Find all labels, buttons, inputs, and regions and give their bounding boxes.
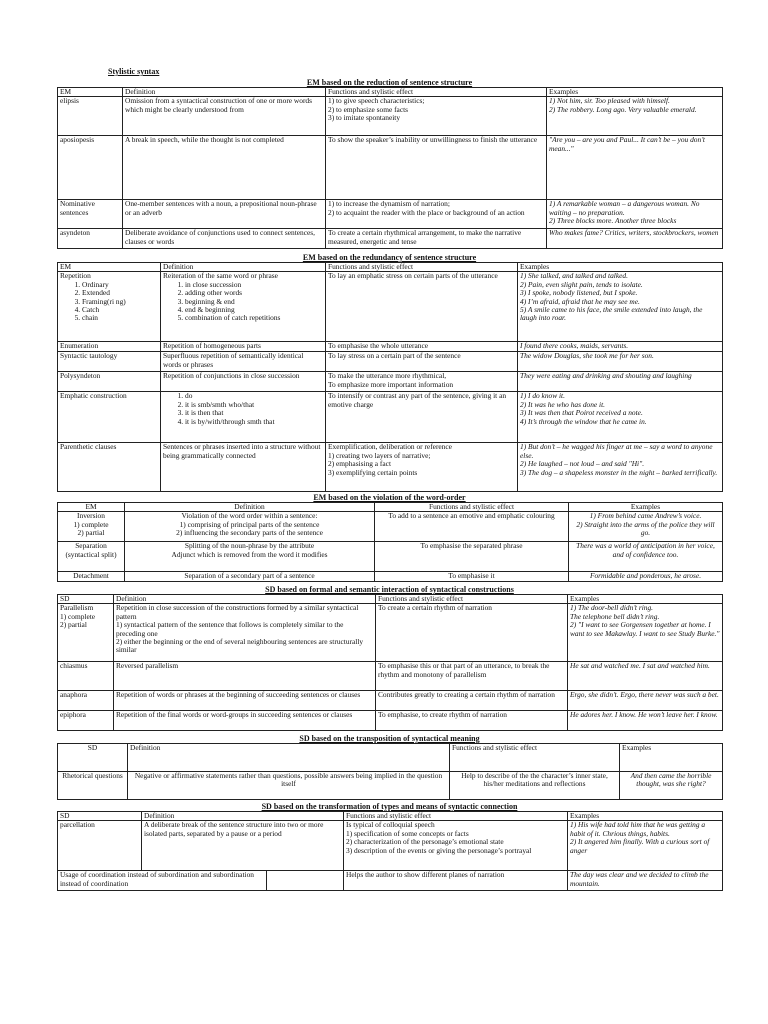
- sd-example: He sat and watched me. I sat and watched him.: [568, 662, 723, 691]
- section-title: EM based on the violation of the word-order: [313, 493, 466, 502]
- table-header-row: [58, 744, 723, 772]
- sd-definition: A deliberate break of the sentence structure into two or more isolated parts, separated by a pause or a period: [142, 821, 344, 871]
- sd-definition: [267, 871, 344, 891]
- sd-name: epiphora: [58, 711, 114, 731]
- sd-example: And then came the horrible thought, was she right?: [620, 772, 723, 800]
- em-definition: Violation of the word order within a sentence: 1) comprising of principal parts of the sentence 2) influencing the secondary parts of the sentence: [125, 512, 375, 542]
- definition-intro: Reiteration of the same word or phrase: [163, 271, 278, 281]
- header-definition: Definition: [161, 263, 326, 272]
- section-title: SD based on formal and semantic interaction of syntactical constructions: [265, 585, 514, 594]
- repetition-types-list: [60, 281, 158, 323]
- sd-example: 1) His wife had told him that he was getting a habit of it. Chrious things, habits. 2) It angered him finally. With a curious sort of anger: [568, 821, 723, 871]
- table-row: [58, 97, 723, 136]
- list-item: 3. beginning & end: [185, 298, 323, 306]
- header-examples: Examples: [568, 812, 723, 821]
- sd-function: Help to describe of the the character’s inner state, his/her meditations and reflections: [450, 772, 620, 800]
- table-row: [58, 392, 723, 443]
- header-em: EM: [58, 88, 123, 97]
- list-item: 4. it is by/with/through smth that: [185, 418, 323, 426]
- em-name: Detachment: [58, 572, 125, 582]
- em-definition: Superfluous repetition of semantically identical words or phrases: [161, 352, 326, 372]
- transposition-table: [57, 743, 723, 800]
- document-title: Stylistic syntax: [108, 67, 160, 76]
- table-row: [58, 443, 723, 492]
- sd-definition: Reversed parallelism: [114, 662, 376, 691]
- table-row: [58, 136, 723, 200]
- em-name: Polysyndeton: [58, 372, 161, 392]
- sd-function: Contributes greatly to creating a certain rhythm of narration: [376, 691, 568, 711]
- section-interaction: [57, 585, 722, 731]
- header-em: EM: [58, 263, 161, 272]
- em-name: asyndeton: [58, 229, 123, 249]
- table-row: [58, 229, 723, 249]
- section-redundancy: [57, 253, 722, 492]
- redundancy-table: [57, 262, 723, 492]
- em-example: There was a world of anticipation in her voice, and of confidence too.: [569, 542, 723, 572]
- em-example: The widow Douglas, she took me for her son.: [518, 352, 723, 372]
- section-title: SD based on the transposition of syntactical meaning: [299, 734, 480, 743]
- em-example: Who makes fame? Critics, writers, stockbrockers, women: [547, 229, 723, 249]
- em-function: To emphasise it: [375, 572, 569, 582]
- syntactic-connection-table: [57, 811, 723, 891]
- sd-function: To create a certain rhythm of narration: [376, 604, 568, 662]
- em-example: They were eating and drinking and shouting and laughing: [518, 372, 723, 392]
- em-function: To show the speaker’s inability or unwillingness to finish the utterance: [326, 136, 547, 200]
- list-item: 4. end & beginning: [185, 306, 323, 314]
- table-row: [58, 662, 723, 691]
- section-title: EM based on the reduction of sentence structure: [306, 78, 473, 87]
- table-row: [58, 572, 723, 582]
- em-definition: Omission from a syntactical construction of one or more words which might be clearly understood from: [123, 97, 326, 136]
- section-transposition: [57, 734, 722, 800]
- header-functions: Functions and stylistic effect: [375, 503, 569, 512]
- definition-list: [163, 392, 323, 426]
- list-item: 3. it is then that: [185, 409, 323, 417]
- table-header-row: [58, 595, 723, 604]
- sd-name: Rhetorical questions: [58, 772, 128, 800]
- header-examples: Examples: [547, 88, 723, 97]
- em-function: To make the utterance more rhythmical, To emphasize more important information: [326, 372, 518, 392]
- header-sd: SD: [58, 744, 128, 772]
- sd-example: He adores her. I know. He won’t leave her. I know.: [568, 711, 723, 731]
- table-header-row: [58, 503, 723, 512]
- list-item: 2. adding other words: [185, 289, 323, 297]
- table-row: [58, 821, 723, 871]
- em-name: Separation (syntactical split): [58, 542, 125, 572]
- table-row: [58, 691, 723, 711]
- sd-name: anaphora: [58, 691, 114, 711]
- header-definition: Definition: [114, 595, 376, 604]
- em-function: 1) to give speech characteristics; 2) to emphasize some facts 3) to imitate spontaneity: [326, 97, 547, 136]
- em-example: 1) I do know it. 2) It was he who has done it. 3) It was then that Poirot received a note. 4) It’s through the window that he came in.: [518, 392, 723, 443]
- interaction-table: [57, 594, 723, 731]
- table-row: [58, 352, 723, 372]
- sd-name: Parallelism 1) complete 2) partial: [58, 604, 114, 662]
- sd-definition: Repetition of words or phrases at the beginning of succeeding sentences or clauses: [114, 691, 376, 711]
- em-example: Formidable and ponderous, he arose.: [569, 572, 723, 582]
- section-syntactic-connection: [57, 802, 722, 891]
- em-example: I found there cooks, maids, servants.: [518, 342, 723, 352]
- list-item: 5. combination of catch repetitions: [185, 314, 323, 322]
- header-sd: SD: [58, 812, 142, 821]
- em-function: To intensify or contrast any part of the sentence, giving it an emotive charge: [326, 392, 518, 443]
- sd-example: The day was clear and we decided to climb the mountain.: [568, 871, 723, 891]
- list-item: 3. Framing(ri ng): [82, 298, 158, 306]
- sd-function: Is typical of colloquial speech 1) specification of some concepts or facts 2) characterization of the personage’s emotional state 3) description of the events or giving the personage’s portrayal: [344, 821, 568, 871]
- section-reduction: [57, 78, 722, 249]
- list-item: 1. Ordinary: [82, 281, 158, 289]
- table-row: [58, 772, 723, 800]
- em-name: Syntactic tautology: [58, 352, 161, 372]
- em-definition: Repetition of conjunctions in close succession: [161, 372, 326, 392]
- header-definition: Definition: [125, 503, 375, 512]
- table-header-row: [58, 88, 723, 97]
- em-example: 1) But don’t – he wagged his finger at me – say a word to anyone else. 2) He laughed – not loud – and said "Hi". 3) The dog – a shapeless monster in the night – barked terrifically.: [518, 443, 723, 492]
- list-item: 1. in close succession: [185, 281, 323, 289]
- em-definition: A break in speech, while the thought is not completed: [123, 136, 326, 200]
- header-examples: Examples: [568, 595, 723, 604]
- em-name: aposiopesis: [58, 136, 123, 200]
- header-functions: Functions and stylistic effect: [450, 744, 620, 772]
- em-definition: Sentences or phrases inserted into a structure without being grammatically connected: [161, 443, 326, 492]
- header-functions: Functions and stylistic effect: [344, 812, 568, 821]
- sd-name: Usage of coordination instead of subordination and subordination instead of coordination: [58, 871, 267, 891]
- em-function: To lay an emphatic stress on certain parts of the utterance: [326, 272, 518, 342]
- sd-function: Helps the author to show different planes of narration: [344, 871, 568, 891]
- em-definition: One-member sentences with a noun, a prepositional noun-phrase or an adverb: [123, 200, 326, 229]
- sd-definition: Repetition in close succession of the constructions formed by a similar syntactical pattern 1) syntactical pattern of the sentence that follows is completely similar to the preceding one 2) either the beginning or the end of several neighbouring sentences are structurally similar: [114, 604, 376, 662]
- list-item: 5. chain: [82, 314, 158, 322]
- em-example: 1) From behind came Andrew’s voice. 2) Straight into the arms of the police they will go.: [569, 512, 723, 542]
- header-definition: Definition: [128, 744, 450, 772]
- em-definition: [161, 272, 326, 342]
- em-function: 1) to increase the dynamism of narration; 2) to acquaint the reader with the place or background of an action: [326, 200, 547, 229]
- header-examples: Examples: [518, 263, 723, 272]
- header-sd: SD: [58, 595, 114, 604]
- em-definition: [161, 392, 326, 443]
- em-name: Enumeration: [58, 342, 161, 352]
- em-name: Emphatic construction: [58, 392, 161, 443]
- table-row: [58, 272, 723, 342]
- sd-function: To emphasise, to create rhythm of narration: [376, 711, 568, 731]
- reduction-table: [57, 87, 723, 249]
- section-title: SD based on the transformation of types and means of syntactic connection: [261, 802, 518, 811]
- em-function: Exemplification, deliberation or reference 1) creating two layers of narrative; 2) emphasising a fact 3) exemplifying certain points: [326, 443, 518, 492]
- sd-example: 1) The door-bell didn’t ring. The telephone bell didn’t ring. 2) "I want to see Gorgensen together at home. I want to see Makawlay. I want to see Study Burke.": [568, 604, 723, 662]
- em-name: Parenthetic clauses: [58, 443, 161, 492]
- em-definition: Splitting of the noun-phrase by the attribute Adjunct which is removed from the word it modifies: [125, 542, 375, 572]
- table-header-row: [58, 263, 723, 272]
- sd-function: To emphasise this or that part of an utterance, to break the rhythm and monotony of parallelism: [376, 662, 568, 691]
- header-functions: Functions and stylistic effect: [326, 88, 547, 97]
- em-name: Nominative sentences: [58, 200, 123, 229]
- header-functions: Functions and stylistic effect: [326, 263, 518, 272]
- word-order-table: [57, 502, 723, 582]
- em-function: To emphasise the separated phrase: [375, 542, 569, 572]
- definition-list: [163, 281, 323, 323]
- em-example: 1) A remarkable woman – a dangerous woman. No waiting – no preparation. 2) Three blocks more. Another three blocks: [547, 200, 723, 229]
- em-example: "Are you – are you and Paul... It can’t be – you don’t mean...": [547, 136, 723, 200]
- em-function: To lay stress on a certain part of the sentence: [326, 352, 518, 372]
- list-item: 4. Catch: [82, 306, 158, 314]
- table-row: [58, 604, 723, 662]
- table-row: [58, 200, 723, 229]
- table-row: [58, 342, 723, 352]
- sd-example: Ergo, she didn’t. Ergo, there never was such a bet.: [568, 691, 723, 711]
- list-item: 2. it is smb/smth who/that: [185, 401, 323, 409]
- sd-name: chiasmus: [58, 662, 114, 691]
- em-name: elipsis: [58, 97, 123, 136]
- section-title: EM based on the redundancy of sentence structure: [302, 253, 477, 262]
- table-row: [58, 711, 723, 731]
- em-function: To add to a sentence an emotive and emphatic colouring: [375, 512, 569, 542]
- header-definition: Definition: [142, 812, 344, 821]
- em-example: 1) She talked, and talked and talked. 2) Pain, even slight pain, tends to isolate. 3) I spoke, nobody listened, but I spoke. 4) I’m afraid, afraid that he may see me. 5) A smile came to his face, the smile extended into laugh, the laugh into roar.: [518, 272, 723, 342]
- em-definition: Repetition of homogeneous parts: [161, 342, 326, 352]
- em-function: To create a certain rhythmical arrangement, to make the narrative measured, energetic and tense: [326, 229, 547, 249]
- section-word-order: [57, 493, 722, 582]
- list-item: 2. Extended: [82, 289, 158, 297]
- table-row: [58, 512, 723, 542]
- em-name: Inversion 1) complete 2) partial: [58, 512, 125, 542]
- em-name: [58, 272, 161, 342]
- list-item: 1. do: [185, 392, 323, 400]
- table-row: [58, 542, 723, 572]
- header-examples: Examples: [620, 744, 723, 772]
- header-em: EM: [58, 503, 125, 512]
- em-definition: Separation of a secondary part of a sentence: [125, 572, 375, 582]
- header-functions: Functions and stylistic effect: [376, 595, 568, 604]
- sd-definition: Repetition of the final words or word-groups in succeeding sentences or clauses: [114, 711, 376, 731]
- em-definition: Deliberate avoidance of conjunctions used to connect sentences, clauses or words: [123, 229, 326, 249]
- em-name-label: Repetition: [60, 271, 91, 281]
- header-examples: Examples: [569, 503, 723, 512]
- em-function: To emphasise the whole utterance: [326, 342, 518, 352]
- sd-definition: Negative or affirmative statements rather than questions, possible answers being implied in the question itself: [128, 772, 450, 800]
- table-header-row: [58, 812, 723, 821]
- sd-name: parcellation: [58, 821, 142, 871]
- table-row: [58, 871, 723, 891]
- em-example: 1) Not him, sir. Too pleased with himself. 2) The robbery. Long ago. Very valuable emerald.: [547, 97, 723, 136]
- table-row: [58, 372, 723, 392]
- header-definition: Definition: [123, 88, 326, 97]
